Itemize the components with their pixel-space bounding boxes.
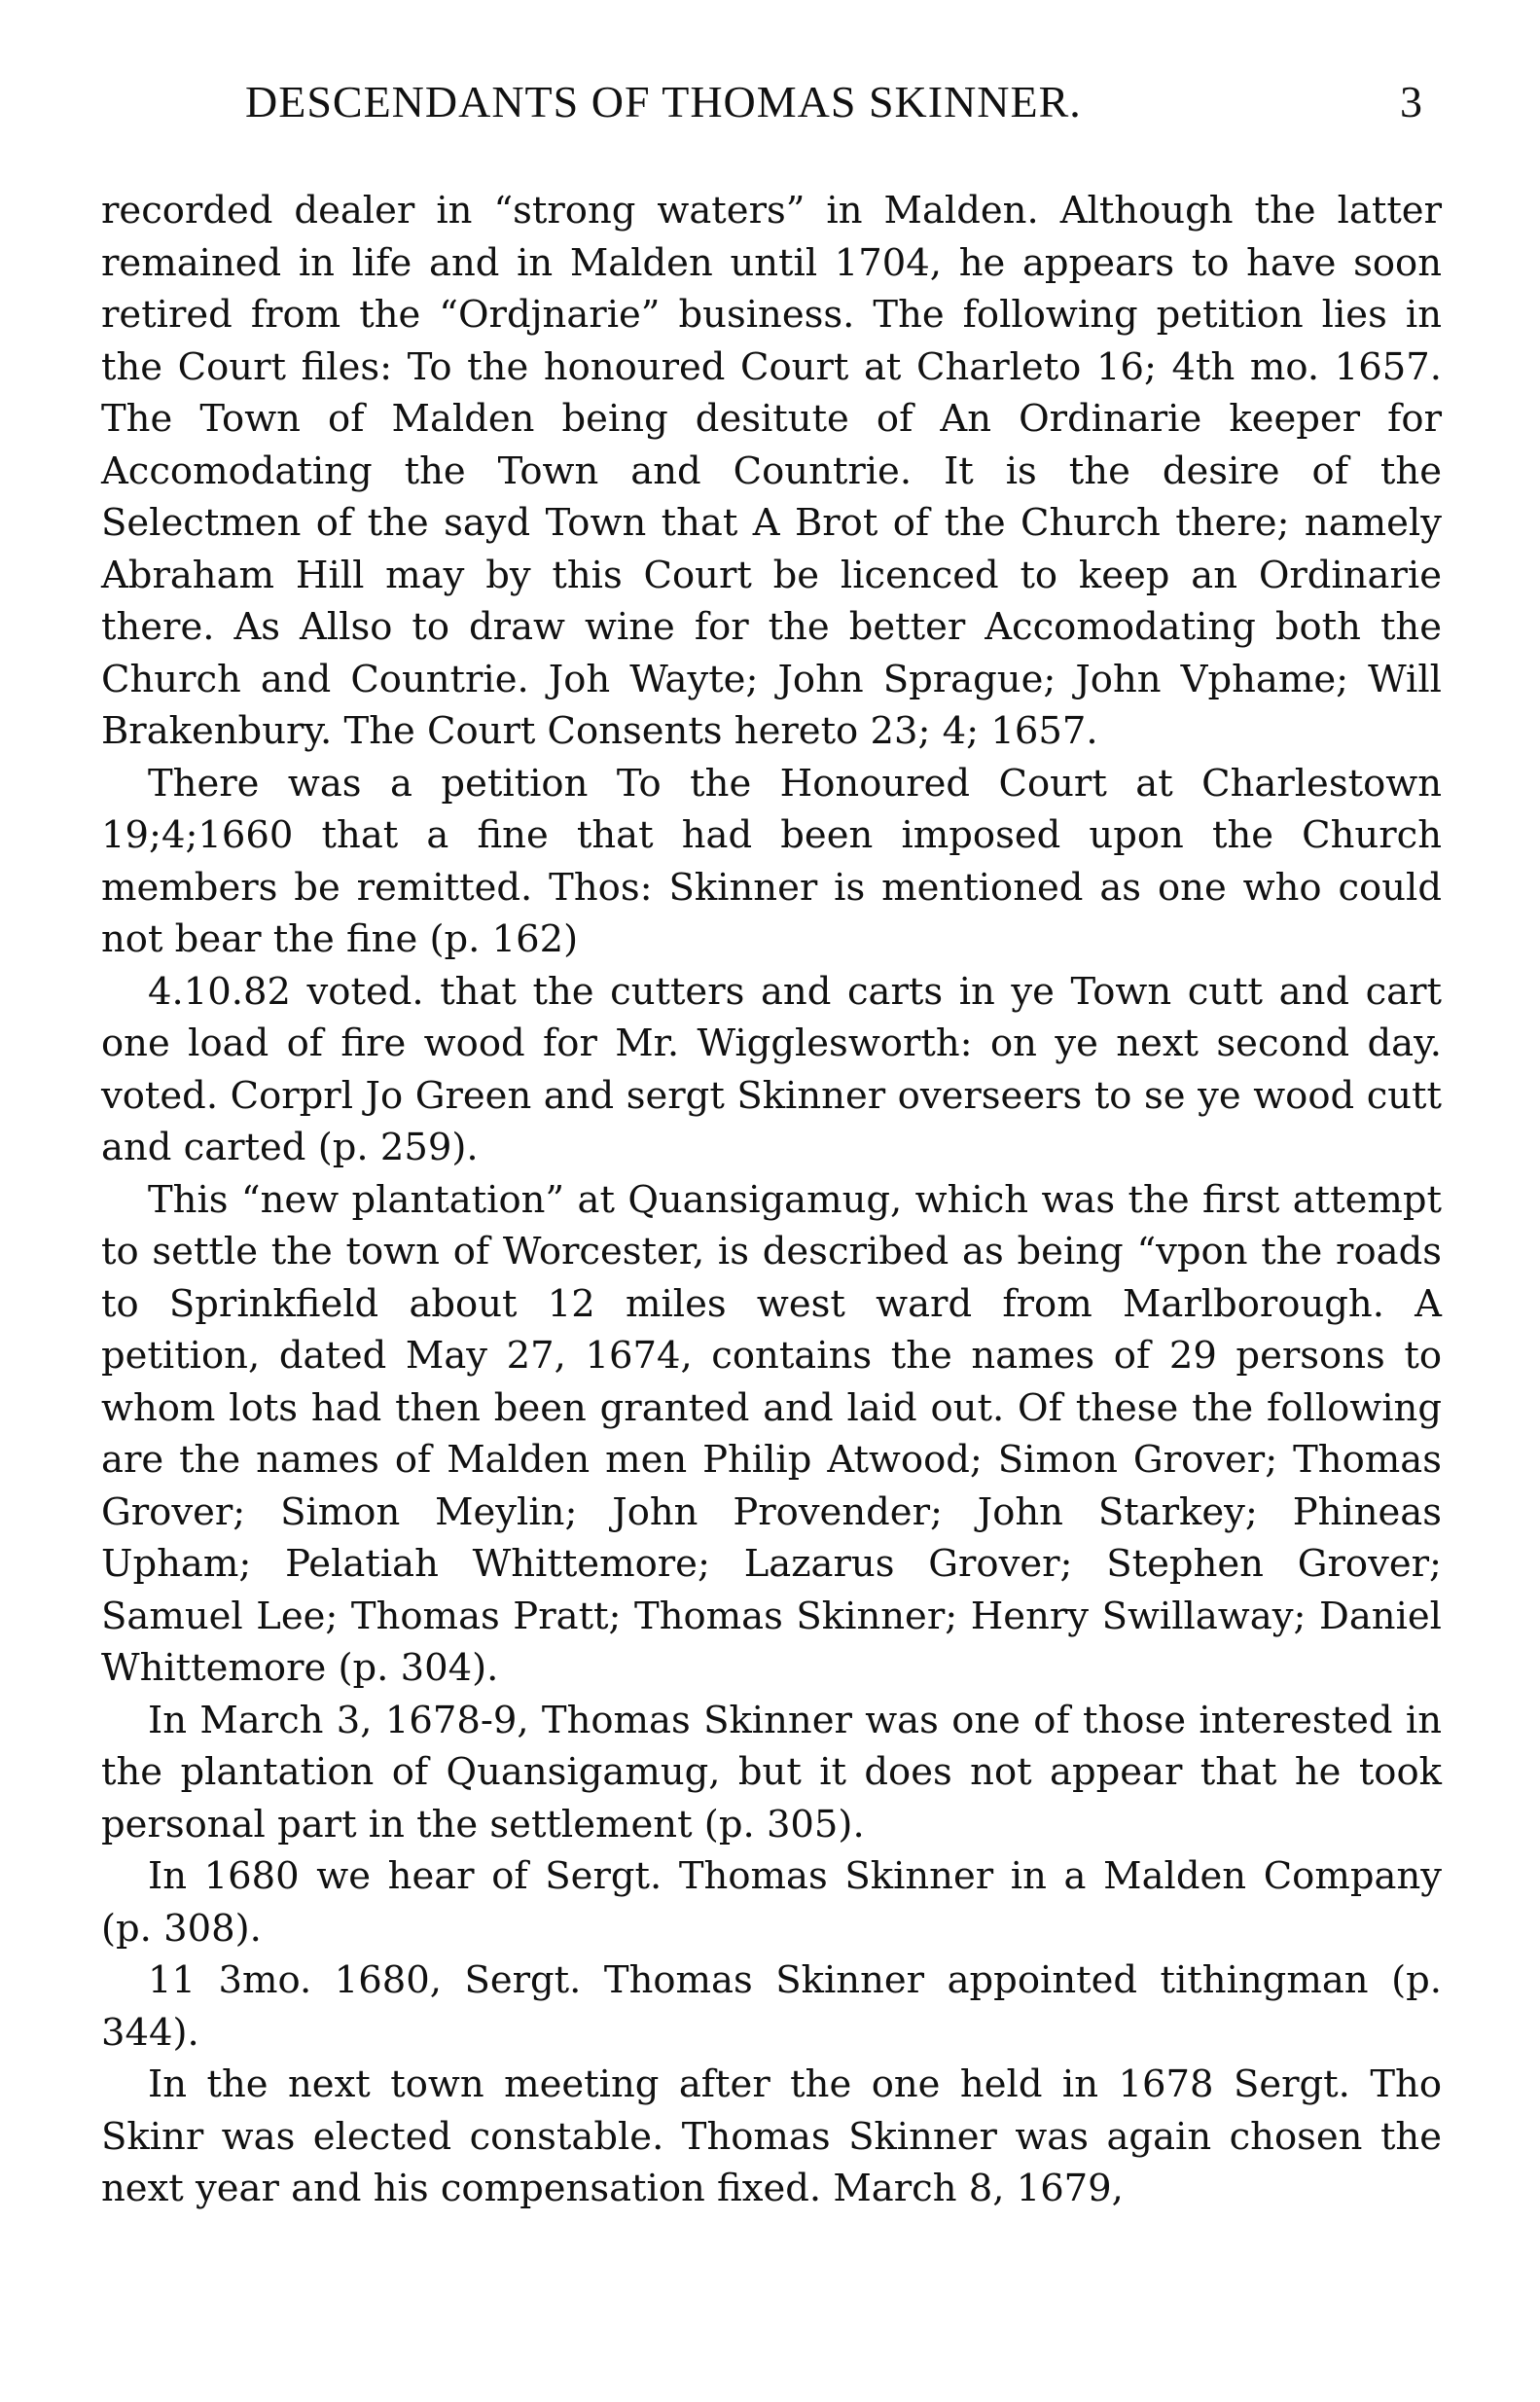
paragraph-wood-vote: 4.10.82 voted. that the cutters and carts in ye Town cutt and cart one load of fire wood for Mr. Wigglesworth: on ye next second day. voted. Corprl Jo Green and sergt Skinner overseers to se ye wood cutt and carted (p. 259). <box>101 969 1442 1169</box>
running-title: DESCENDANTS OF THOMAS SKINNER. <box>245 77 1082 126</box>
paragraph-constable: In the next town meeting after the one held in 1678 Sergt. Tho Skinr was elected constable. Thomas Skinner was again chosen the next year and his compensation fixed. March 8, 1679, <box>101 2062 1442 2210</box>
paragraph-quansigamug-plantation: This “new plantation” at Quansigamug, which was the first attempt to settle the town of Worcester, is described as being “vpon the roads to Sprinkfield about 12 miles west ward from Marlborough. A petition, dated May 27, 1674, contains the names of 29 persons to whom lots had then been granted and laid out. Of these the following are the names of Malden men Philip Atwood; Simon Grover; Thomas Grover; Simon Meylin; John Provender; John Starkey; Phineas Upham; Pelatiah Whittemore; Lazarus Grover; Stephen Grover; Samuel Lee; Thomas Pratt; Thomas Skinner; Henry Swillaway; Daniel Whittemore (p. 304). <box>101 1177 1442 1690</box>
book-page <box>101 68 1442 2215</box>
paragraph-malden-company: In 1680 we hear of Sergt. Thomas Skinner in a Malden Company (p. 308). <box>101 1854 1442 1951</box>
body-text <box>101 185 1442 2215</box>
page-header <box>101 68 1442 136</box>
paragraph-march-1678: In March 3, 1678-9, Thomas Skinner was one of those interested in the plantation of Quansigamug, but it does not appear that he took personal part in the settlement (p. 305). <box>101 1698 1442 1846</box>
page-number: 3 <box>1400 77 1422 126</box>
paragraph-continued: recorded dealer in “strong waters” in Malden. Although the latter remained in life and in Malden until 1704, he appears to have soon retired from the “Ordjnarie” business. The following petition lies in the Court files: To the honoured Court at Charleto 16; 4th mo. 1657. The Town of Malden being desitute of An Ordinarie keeper for Accomodating the Town and Countrie. It is the desire of the Selectmen of the sayd Town that A Brot of the Church there; namely Abraham Hill may by this Court be licenced to keep an Ordinarie there. As Allso to draw wine for the better Accomodating both the Church and Countrie. Joh Wayte; John Sprague; John Vphame; Will Brakenbury. The Court Consents hereto 23; 4; 1657. <box>101 189 1442 753</box>
paragraph-charlestown-petition: There was a petition To the Honoured Court at Charlestown 19;4;1660 that a fine that had been imposed upon the Church members be remitted. Thos: Skinner is mentioned as one who could not bear the fine (p. 162) <box>101 761 1442 961</box>
paragraph-tithingman: 11 3mo. 1680, Sergt. Thomas Skinner appointed tithingman (p. 344). <box>101 1958 1442 2055</box>
